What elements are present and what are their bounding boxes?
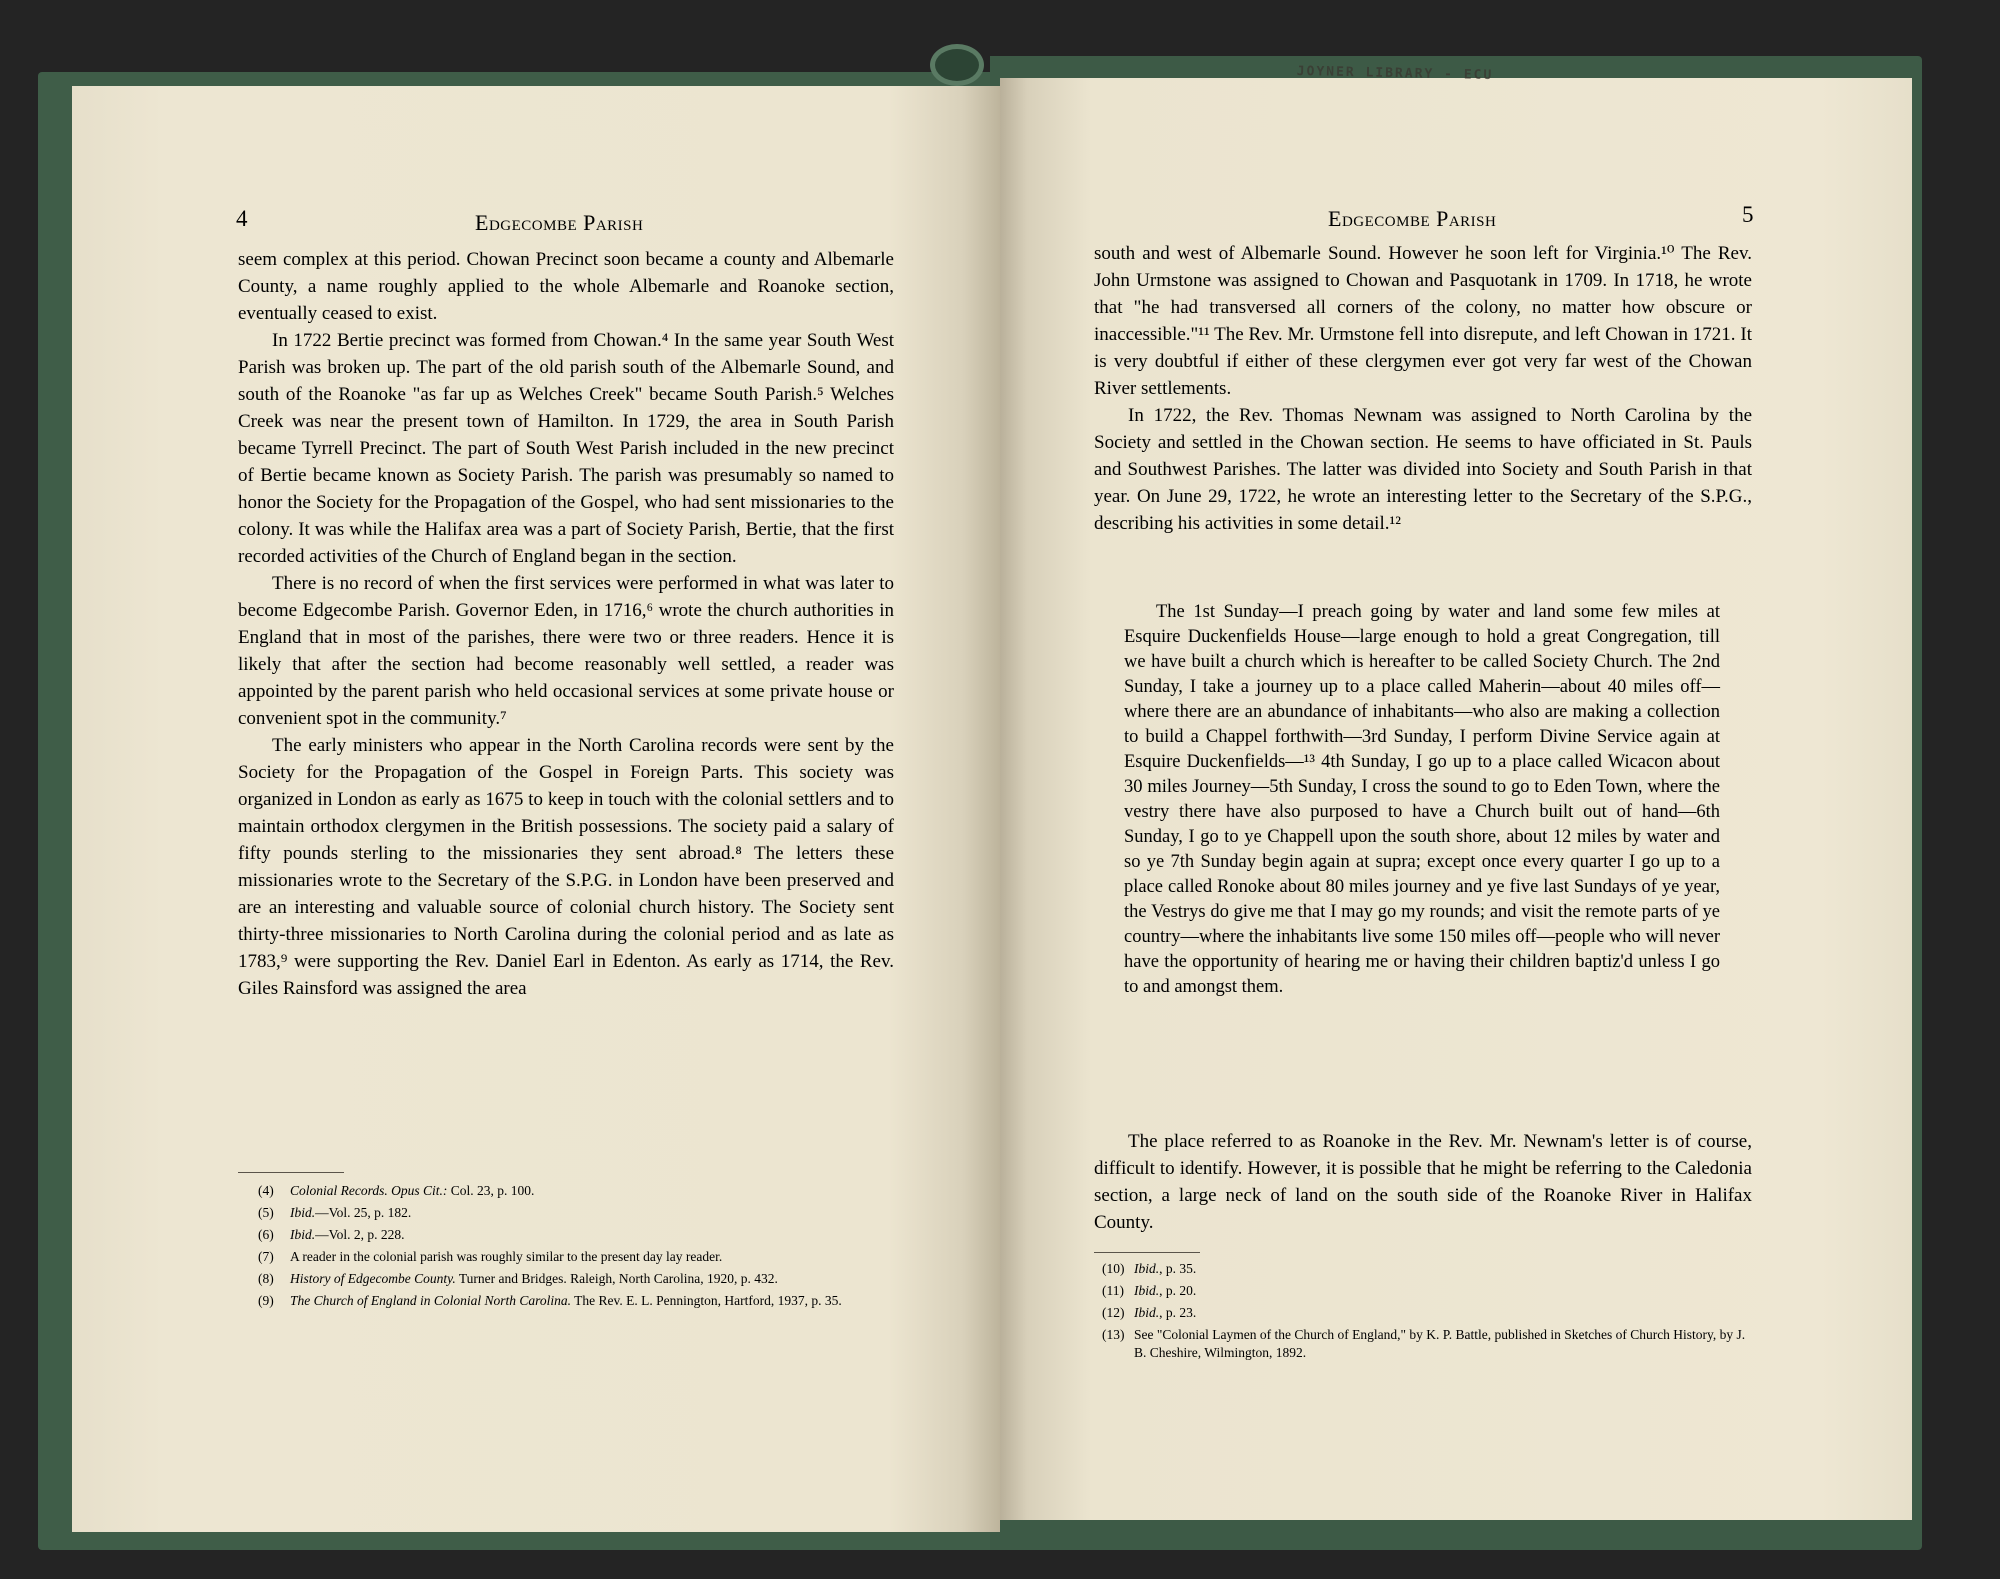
left-paragraph: In 1722 Bertie precinct was formed from Chowan.⁴ In the same year South West Parish was broken up. The part of the old parish south of the Albemarle Sound, and south of the Roanoke "as far up as Welches Creek" became South Parish.⁵ Welches Creek was near the present town of Hamilton. In 1729, the area in South Parish became Tyrrell Precinct. The part of South West Parish included in the new precinct of Bertie became known as Society Parish. The parish was presumably so named to honor the Society for the Propagation of the Gospel, who had sent missionaries to the colony. It was while the Halifax area was a part of Society Parish, Bertie, that the first recorded activities of the Church of England began in the section. (238, 330, 894, 567)
bookmark-ribbon-loop (930, 44, 984, 86)
footnote-number: (10) (1102, 1261, 1125, 1276)
footnote (258, 1270, 894, 1288)
left-paragraph: The early ministers who appear in the North Carolina records were sent by the Society for the Propagation of the Gospel in Foreign Parts. This society was organized in London as early as 1675 to keep in touch with the colonial settlers and to maintain orthodox clergymen in the British possessions. The society paid a salary of fifty pounds sterling to the missionaries they sent abroad.⁸ The letters these missionaries wrote to the Secretary of the S.P.G. in London have been preserved and are an interesting and valuable source of colonial church history. The Society sent thirty-three missionaries to North Carolina during the colonial period and as late as 1783,⁹ were supporting the Rev. Daniel Earl in Edenton. As early as 1714, the Rev. Giles Rainsford was assigned the area (238, 735, 894, 999)
left-paragraph: There is no record of when the first services were performed in what was later to become Edgecombe Parish. Governor Eden, in 1716,⁶ wrote the church authorities in England that in most of the parishes, there were two or three readers. Hence it is likely that after the section had become reasonably well settled, a reader was appointed by the parent parish who held occasional services at some private house or convenient spot in the community.⁷ (238, 573, 894, 729)
footnote-text: History of Edgecombe County. Turner and Bridges. Raleigh, North Carolina, 1920, p. 432. (290, 1271, 778, 1286)
left-paragraph: seem complex at this period. Chowan Precinct soon became a county and Albemarle County, a name roughly applied to the whole Albemarle and Roanoke section, eventually ceased to exist. (238, 249, 894, 324)
footnote-number: (11) (1102, 1283, 1124, 1298)
footnote-title: Ibid. (290, 1205, 316, 1220)
closing-paragraph: The place referred to as Roanoke in the Rev. Mr. Newnam's letter is of course, difficult to identify. However, it is possible that he might be referring to the Caledonia section, a large neck of land on the south side of the Roanoke River in Halifax County. (1094, 1131, 1752, 1233)
footnote (1102, 1260, 1752, 1278)
footnote (258, 1182, 894, 1200)
footnote (1102, 1326, 1752, 1362)
right-page-number: 5 (1742, 202, 1754, 227)
footnote (1102, 1282, 1752, 1300)
footnote-text: Ibid.—Vol. 25, p. 182. (290, 1205, 412, 1220)
footnote-number: (9) (258, 1293, 274, 1308)
left-body-text (238, 246, 894, 1002)
footnote (258, 1248, 894, 1266)
footnote-text: A reader in the colonial parish was roughly similar to the present day lay reader. (290, 1249, 723, 1264)
footnote-title: Colonial Records. Opus Cit.: (290, 1183, 448, 1198)
newnam-letter-quote (1124, 600, 1720, 1000)
footnote-title: Ibid. (1134, 1261, 1160, 1276)
footnote (258, 1292, 894, 1310)
footnote-text: Ibid.—Vol. 2, p. 228. (290, 1227, 405, 1242)
right-paragraph: south and west of Albemarle Sound. However he soon left for Virginia.¹⁰ The Rev. John Urmstone was assigned to Chowan and Pasquotank in 1709. In 1718, he wrote that "he had transversed all corners of the colony, no matter how obscure or inaccessible."¹¹ The Rev. Mr. Urmstone fell into disrepute, and left Chowan in 1721. It is very doubtful if either of these clergymen ever got very far west of the Chowan River settlements. (1094, 243, 1752, 399)
footnote-number: (5) (258, 1205, 274, 1220)
footnote (258, 1204, 894, 1222)
footnote-title: Ibid. (290, 1227, 316, 1242)
left-footnote-rule (238, 1172, 344, 1173)
footnote-title: Ibid. (1134, 1305, 1160, 1320)
footnote-title: History of Edgecombe County. (290, 1271, 456, 1286)
footnote-number: (4) (258, 1183, 274, 1198)
footnote (1102, 1304, 1752, 1322)
right-closing-text (1094, 1128, 1752, 1236)
footnote-number: (12) (1102, 1305, 1125, 1320)
right-body-text (1094, 240, 1752, 537)
quote-text: The 1st Sunday—I preach going by water and land some few miles at Esquire Duckenfields House—large enough to hold a great Congregation, till we have built a church which is hereafter to be called Society Church. The 2nd Sunday, I take a journey up to a place called Maherin—about 40 miles off—where there are an abundance of inhabitants—who also are making a collection to build a Chappel forthwith—3rd Sunday, I perform Divine Service again at Esquire Duckenfields—¹³ 4th Sunday, I go up to a place called Wicacon about 30 miles Journey—5th Sunday, I cross the sound to go to Eden Town, where the vestry there have also purposed to have a Church built out of hand—6th Sunday, I go to ye Chappell upon the south shore, about 12 miles by water and so ye 7th Sunday begin again at supra; except once every quarter I go up to a place called Ronoke about 80 miles journey and ye five last Sundays of ye year, the Vestrys do give me that I may go my rounds; and visit the remote parts of ye country—where the inhabitants live some 150 miles off—people who will never have the opportunity of hearing me or having their children baptiz'd unless I go to and amongst them. (1124, 602, 1720, 997)
right-footnotes (1102, 1260, 1752, 1366)
footnote-number: (6) (258, 1227, 274, 1242)
footnote-text: Colonial Records. Opus Cit.: Col. 23, p. 100. (290, 1183, 535, 1198)
right-footnote-rule (1094, 1252, 1200, 1253)
footnote-text: Ibid., p. 35. (1134, 1261, 1197, 1276)
footnote-number: (13) (1102, 1327, 1125, 1342)
footnote-text: Ibid., p. 20. (1134, 1283, 1197, 1298)
right-running-head: Edgecombe Parish (1328, 206, 1497, 231)
footnote-text: The Church of England in Colonial North Carolina. The Rev. E. L. Pennington, Hartford, 1937, p. 35. (290, 1293, 842, 1308)
footnote-text: See "Colonial Laymen of the Church of England," by K. P. Battle, published in Sketches of Church History, by J. B. Cheshire, Wilmington, 1892. (1134, 1327, 1746, 1360)
footnote-number: (7) (258, 1249, 274, 1264)
footnote-number: (8) (258, 1271, 274, 1286)
footnote-title: The Church of England in Colonial North Carolina. (290, 1293, 572, 1308)
left-running-head: Edgecombe Parish (475, 210, 644, 235)
left-footnotes (258, 1182, 894, 1314)
footnote-title: Ibid. (1134, 1283, 1160, 1298)
right-paragraph: In 1722, the Rev. Thomas Newnam was assigned to North Carolina by the Society and settled in the Chowan section. He seems to have officiated in St. Pauls and Southwest Parishes. The latter was divided into Society and South Parish in that year. On June 29, 1722, he wrote an interesting letter to the Secretary of the S.P.G., describing his activities in some detail.¹² (1094, 405, 1752, 534)
library-edge-stamp: JOYNER LIBRARY - ECU (1296, 63, 1494, 84)
left-page-number: 4 (236, 206, 248, 231)
footnote-text: Ibid., p. 23. (1134, 1305, 1197, 1320)
footnote (258, 1226, 894, 1244)
